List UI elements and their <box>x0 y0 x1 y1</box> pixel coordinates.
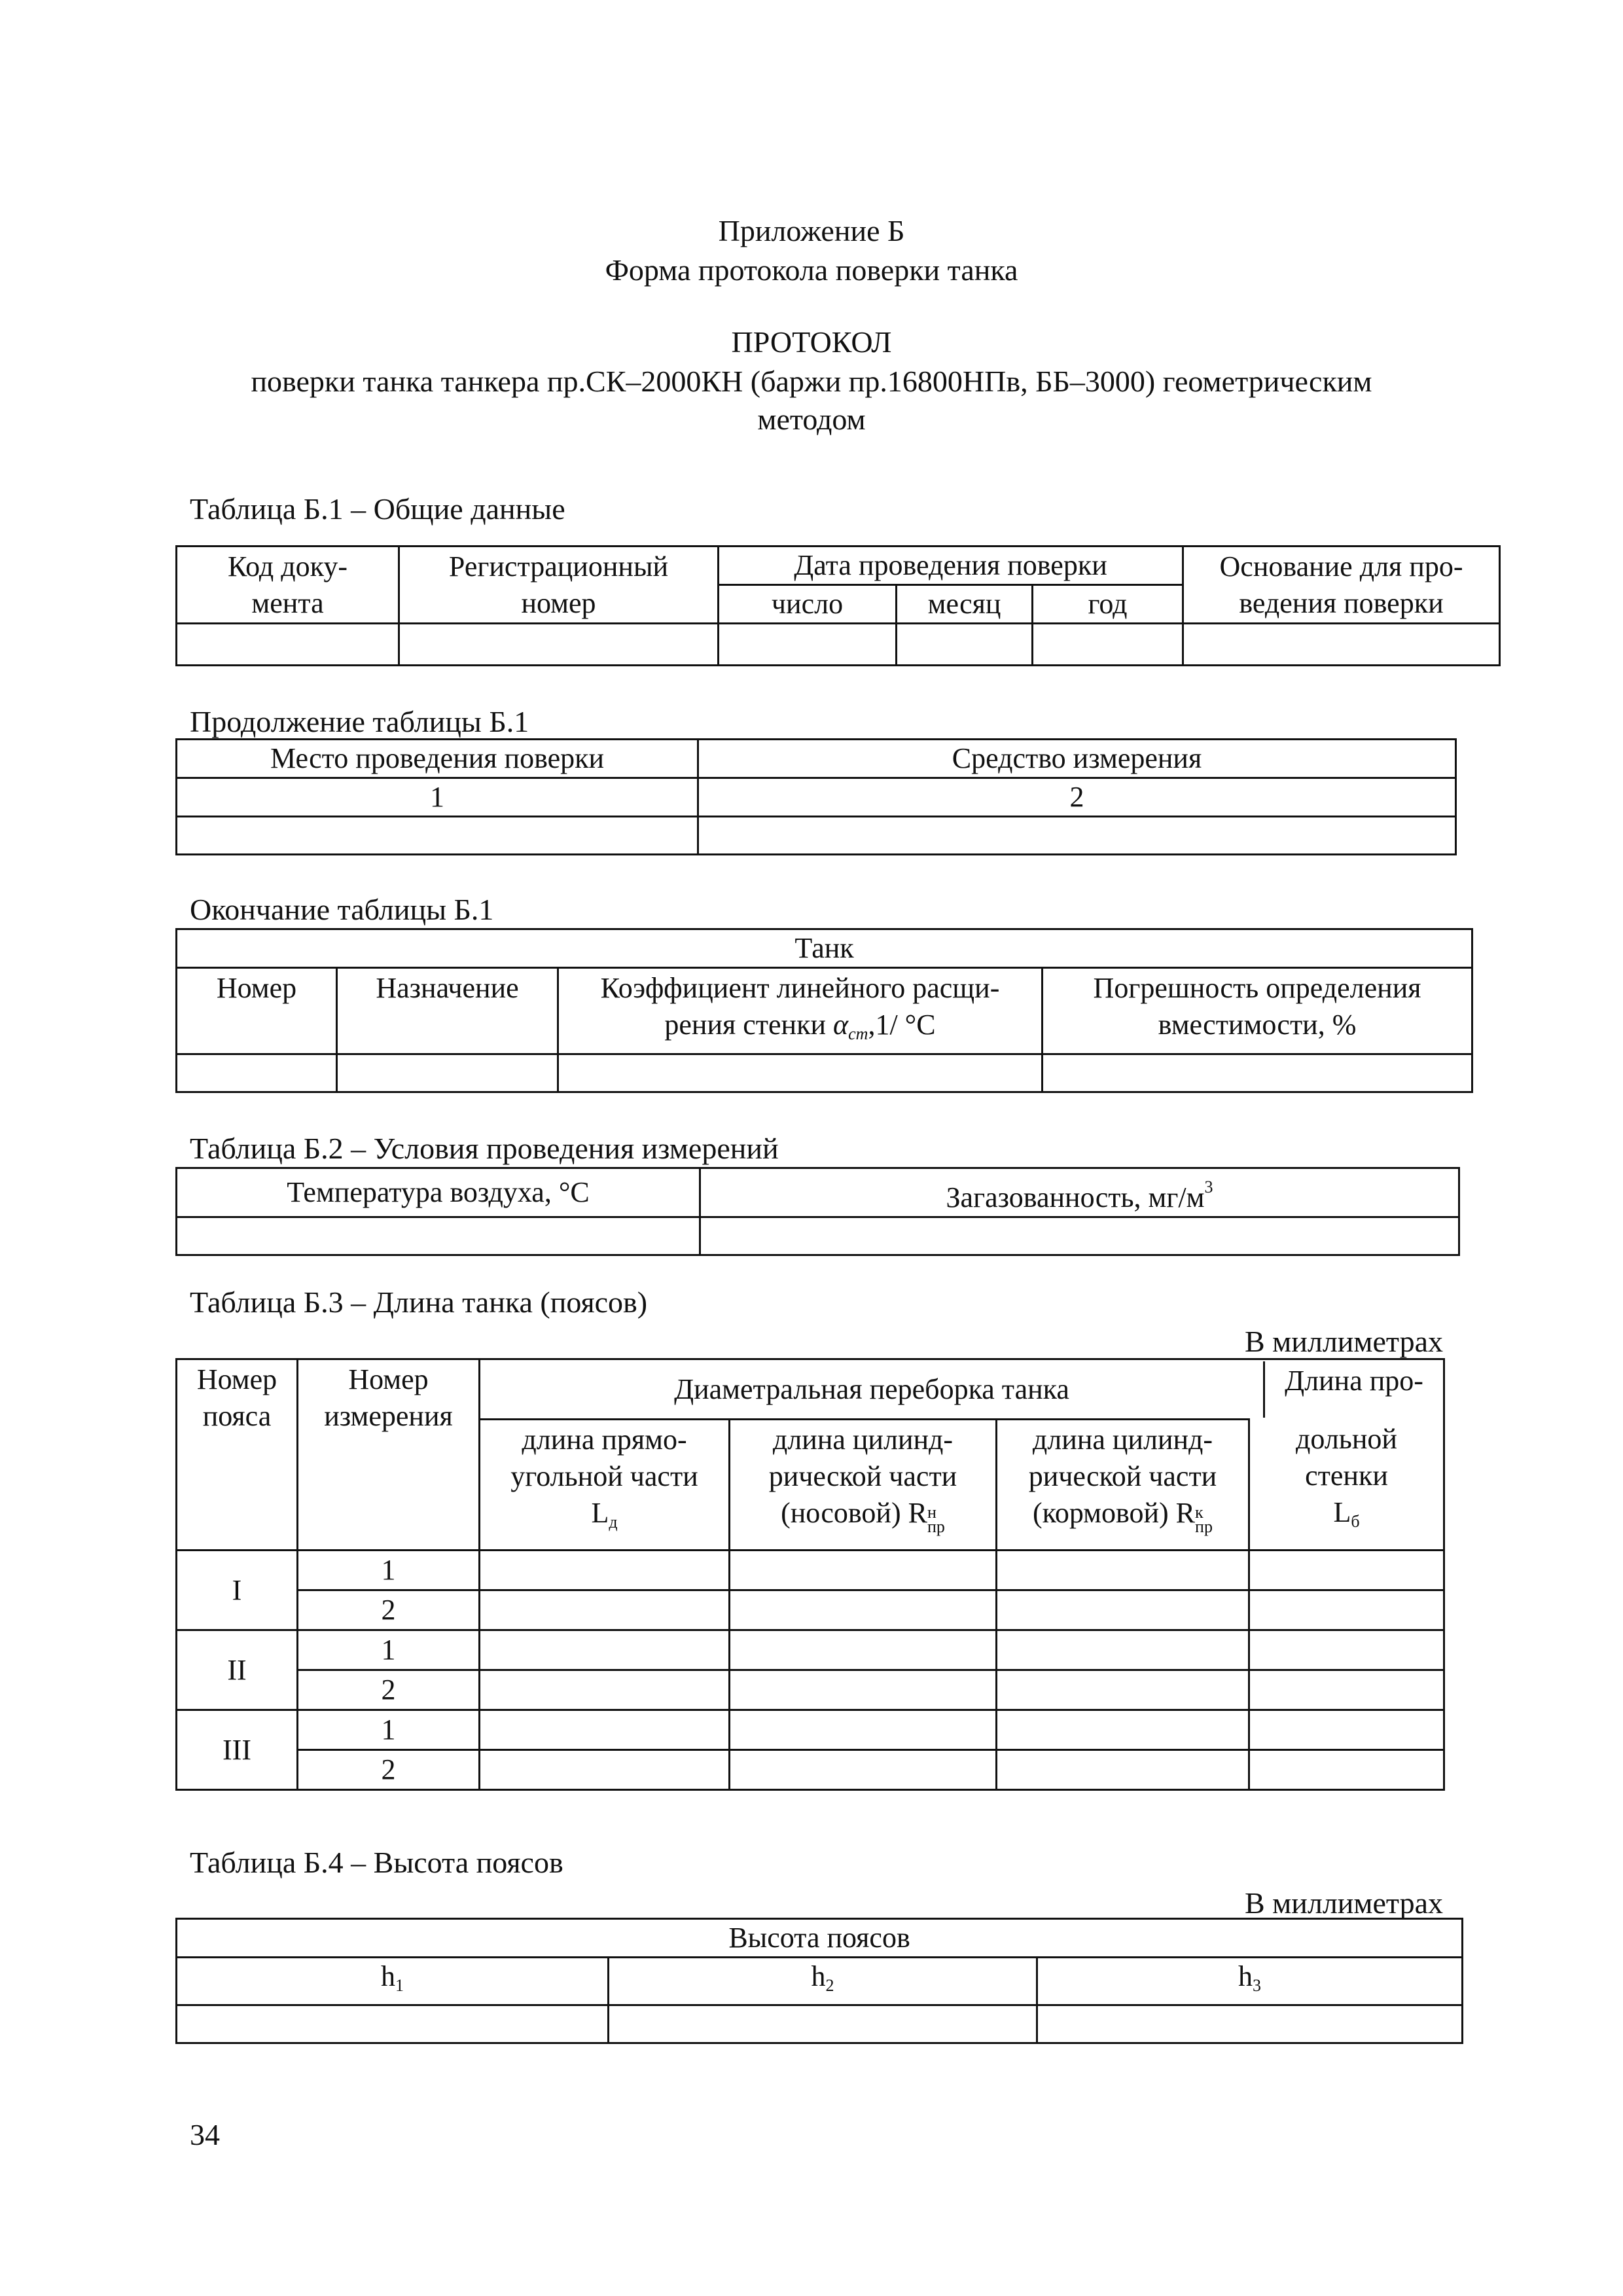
appendix-title: Приложение Б <box>718 214 905 247</box>
measurement-label: 1 <box>298 1551 480 1590</box>
protocol-line-1: поверки танка танкера пр.СК–2000КН (баржи пр.16800НПв, ББ–3000) геометрическим <box>251 365 1372 398</box>
empty-cell <box>997 1670 1249 1710</box>
empty-cell <box>997 1630 1249 1670</box>
empty-cell <box>337 1054 558 1092</box>
header-side-wall: дольной стенки $L_б$ <box>1249 1420 1444 1551</box>
header-h3: $h_3$ <box>1037 1958 1463 2005</box>
column-number: 2 <box>698 778 1456 817</box>
empty-cell <box>997 1750 1249 1790</box>
table-b1-cont-caption: Продолжение таблицы Б.1 <box>190 705 529 738</box>
header-date: Дата проведения поверки <box>719 547 1183 585</box>
empty-cell <box>1249 1630 1444 1670</box>
empty-cell <box>480 1630 730 1670</box>
empty-cell <box>897 624 1033 666</box>
empty-cell <box>730 1630 997 1670</box>
empty-cell <box>177 624 399 666</box>
empty-cell <box>399 624 719 666</box>
header-doc-code: Код доку- мента <box>177 547 399 624</box>
empty-cell <box>480 1750 730 1790</box>
empty-cell <box>1249 1710 1444 1750</box>
empty-cell <box>177 817 698 855</box>
bulkhead-inner <box>480 1361 1443 1418</box>
header-cyl-bow-length: длина цилинд- рической части (носовой) R н пр <box>730 1420 997 1551</box>
empty-cell <box>730 1551 997 1590</box>
empty-cell <box>177 1217 700 1255</box>
table-b3-units: В миллиметрах <box>1244 1325 1443 1358</box>
header-expansion-coefficient: Коэффициент линейного расщи- рения стенки $\alpha_{ст},1/$ °С <box>558 968 1043 1054</box>
header-place: Место проведения поверки <box>177 740 698 778</box>
header-purpose: Назначение <box>337 968 558 1054</box>
page-number: 34 <box>190 2118 220 2151</box>
empty-cell <box>698 817 1456 855</box>
empty-cell <box>997 1590 1249 1630</box>
empty-cell <box>1037 2005 1463 2043</box>
header-instrument: Средство измерения <box>698 740 1456 778</box>
empty-cell <box>177 1054 337 1092</box>
measurement-label: 2 <box>298 1670 480 1710</box>
empty-cell <box>480 1710 730 1750</box>
empty-cell <box>1249 1670 1444 1710</box>
empty-cell <box>1183 624 1500 666</box>
table-b4 <box>175 1918 1463 2044</box>
header-reg-number: Регистрационный номер <box>399 547 719 624</box>
header-month: месяц <box>897 585 1033 624</box>
table-b4-units: В миллиметрах <box>1244 1886 1443 1920</box>
belt-label: III <box>177 1710 298 1790</box>
measurement-label: 1 <box>298 1630 480 1670</box>
empty-cell <box>1249 1590 1444 1630</box>
header-year: год <box>1033 585 1183 624</box>
measurement-label: 2 <box>298 1590 480 1630</box>
header-day: число <box>719 585 897 624</box>
header-h2: $h_2$ <box>609 1958 1037 2005</box>
empty-cell <box>1033 624 1183 666</box>
table-b1 <box>175 545 1501 666</box>
belt-label: II <box>177 1630 298 1710</box>
empty-cell <box>730 1670 997 1710</box>
empty-cell <box>700 1217 1459 1255</box>
protocol-line-2: методом <box>757 403 866 436</box>
appendix-subtitle: Форма протокола поверки танка <box>605 253 1018 287</box>
empty-cell <box>177 2005 609 2043</box>
empty-cell <box>1249 1551 1444 1590</box>
header-bulkhead: Диаметральная переборка танка <box>480 1361 1264 1418</box>
table-b1-cont <box>175 738 1457 855</box>
empty-cell <box>1249 1750 1444 1790</box>
table-b2 <box>175 1167 1460 1256</box>
empty-cell <box>730 1750 997 1790</box>
header-side-wall-top: Длина про- <box>1285 1364 1423 1397</box>
header-capacity-error: Погрешность определения вместимости, % <box>1043 968 1472 1054</box>
header-h1: $h_1$ <box>177 1958 609 2005</box>
table-b3 <box>175 1358 1445 1791</box>
table-b4-caption: Таблица Б.4 – Высота поясов <box>190 1846 563 1879</box>
header-cyl-stern-length: длина цилинд- рической части (кормовой) R к пр <box>997 1420 1249 1551</box>
empty-cell <box>719 624 897 666</box>
header-air-temperature: Температура воздуха, °С <box>177 1168 700 1217</box>
header-gas-contamination: Загазованность, $мг/м^3$ <box>700 1168 1459 1217</box>
empty-cell <box>480 1551 730 1590</box>
empty-cell <box>480 1670 730 1710</box>
table-b1-end-caption: Окончание таблицы Б.1 <box>190 893 494 926</box>
measurement-label: 1 <box>298 1710 480 1750</box>
table-b2-caption: Таблица Б.2 – Условия проведения измерений <box>190 1132 779 1165</box>
empty-cell <box>558 1054 1043 1092</box>
header-basis: Основание для про- ведения поверки <box>1183 547 1500 624</box>
header-rect-length: длина прямо- угольной части $L_д$ <box>480 1420 730 1551</box>
header-belt-number: Номер пояса <box>177 1359 298 1551</box>
table-b3-caption: Таблица Б.3 – Длина танка (поясов) <box>190 1285 648 1319</box>
empty-cell <box>480 1590 730 1630</box>
empty-cell <box>730 1710 997 1750</box>
header-bulkhead-wrap <box>480 1359 1444 1420</box>
header-measurement-number: Номер измерения <box>298 1359 480 1551</box>
protocol-heading: ПРОТОКОЛ <box>731 325 892 359</box>
header-tank-number: Номер <box>177 968 337 1054</box>
group-belt-height: Высота поясов <box>177 1919 1463 1958</box>
empty-cell <box>997 1551 1249 1590</box>
empty-cell <box>730 1590 997 1630</box>
column-number: 1 <box>177 778 698 817</box>
empty-cell <box>997 1710 1249 1750</box>
table-b1-end <box>175 928 1473 1093</box>
belt-label: I <box>177 1551 298 1630</box>
measurement-label: 2 <box>298 1750 480 1790</box>
empty-cell <box>609 2005 1037 2043</box>
empty-cell <box>1043 1054 1472 1092</box>
table-b1-caption: Таблица Б.1 – Общие данные <box>190 492 565 526</box>
group-tank: Танк <box>177 929 1472 968</box>
